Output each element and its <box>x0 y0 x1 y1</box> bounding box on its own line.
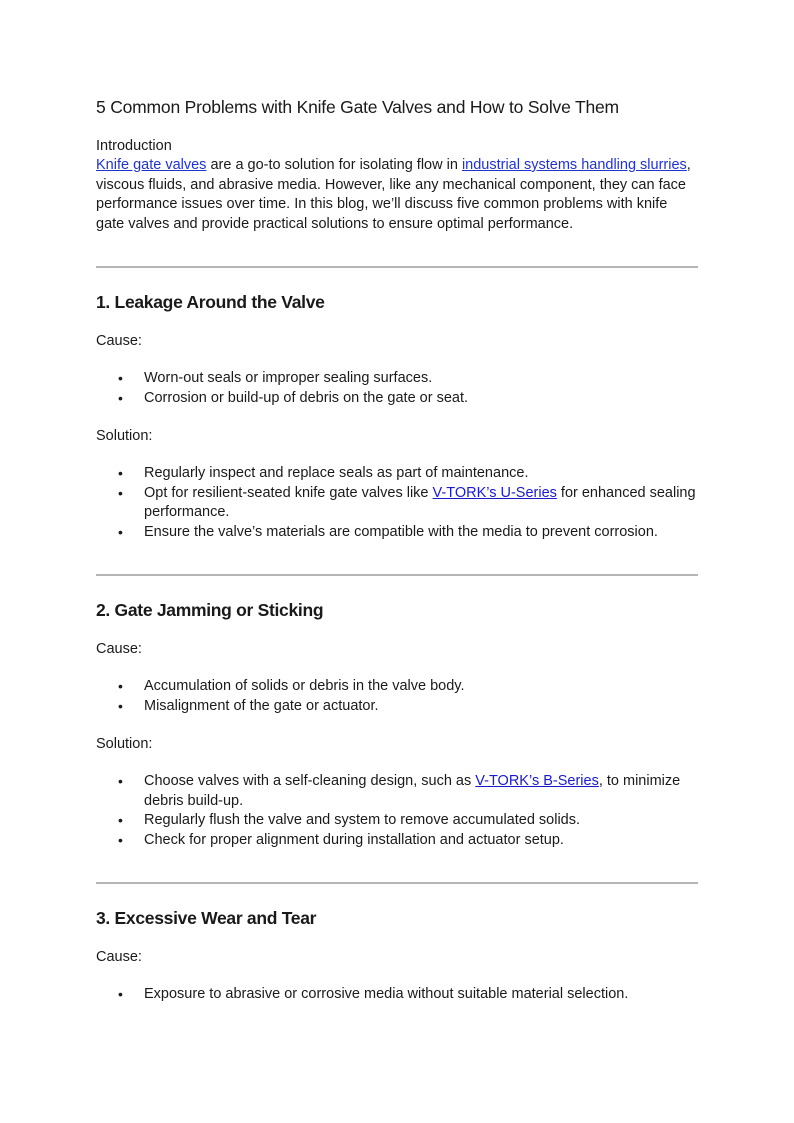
list-item-text: , to minimize debris build-up. <box>144 773 681 809</box>
intro-heading: Introduction <box>96 138 172 154</box>
list-item: • Check for proper alignment during installation and actuator setup. <box>96 831 698 851</box>
cause-list <box>96 985 698 1005</box>
cause-label: Cause: <box>96 333 142 349</box>
solution-list <box>96 772 698 850</box>
cause-list <box>96 677 698 716</box>
cause-list <box>96 369 698 408</box>
u-series-link[interactable]: V-TORK’s U-Series <box>432 484 557 501</box>
list-item-text: Opt for resilient-seated knife gate valves like <box>144 484 433 501</box>
b-series-link[interactable]: V-TORK’s B-Series <box>475 773 599 789</box>
list-item: • Worn-out seals or improper sealing surfaces. <box>96 369 698 389</box>
list-item <box>96 484 698 523</box>
list-item: • Regularly inspect and replace seals as part of maintenance. <box>96 464 698 484</box>
list-item: • Misalignment of the gate or actuator. <box>96 697 698 717</box>
list-item: • Accumulation of solids or debris in the valve body. <box>96 677 698 697</box>
section-heading-wear: 3. Excessive Wear and Tear <box>96 908 317 928</box>
page-title: 5 Common Problems with Knife Gate Valves and How to Solve Them <box>96 97 619 117</box>
list-item: • Exposure to abrasive or corrosive media without suitable material selection. <box>96 985 698 1005</box>
cause-label: Cause: <box>96 641 142 657</box>
section-divider <box>96 266 698 268</box>
solution-label: Solution: <box>96 428 153 444</box>
list-item: • Corrosion or build-up of debris on the gate or seat. <box>96 389 698 409</box>
list-item: • Ensure the valve’s materials are compatible with the media to prevent corrosion. <box>96 523 698 543</box>
list-item: • Regularly flush the valve and system to remove accumulated solids. <box>96 811 698 831</box>
intro-text-2: , viscous fluids, and abrasive media. However, like any mechanical component, they can face performance issues over time. In this blog, we’ll discuss five common problems with knife gate valves and provide practical solutions to ensure optimal performance. <box>96 157 691 232</box>
intro-text-1: are a go-to solution for isolating flow in <box>206 157 462 173</box>
section-divider <box>96 882 698 884</box>
list-item-text: Choose valves with a self-cleaning design, such as <box>144 773 476 789</box>
section-divider <box>96 574 698 576</box>
list-item <box>96 772 698 811</box>
intro-paragraph <box>96 156 698 234</box>
knife-gate-valves-link[interactable]: Knife gate valves <box>96 157 207 173</box>
industrial-systems-link[interactable]: industrial systems handling slurries <box>461 157 687 173</box>
section-heading-leakage: 1. Leakage Around the Valve <box>96 292 325 312</box>
solution-label: Solution: <box>96 736 153 752</box>
solution-list <box>96 464 698 542</box>
cause-label: Cause: <box>96 949 142 965</box>
section-heading-gate-jamming: 2. Gate Jamming or Sticking <box>96 600 324 620</box>
document-content <box>96 96 698 1005</box>
list-item-text: for enhanced sealing performance. <box>144 484 696 520</box>
